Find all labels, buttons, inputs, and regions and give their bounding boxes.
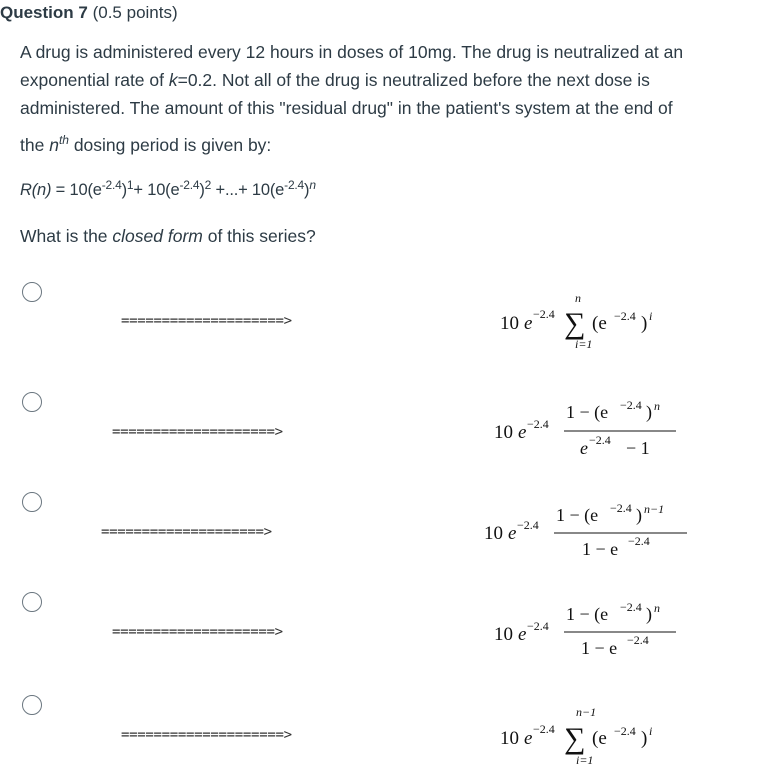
- question-header: [0, 3, 178, 23]
- svg-text:1 − (e: 1 − (e: [566, 604, 609, 624]
- svg-text:e: e: [518, 422, 527, 443]
- body-line-3: administered. The amount of this "residual drug" in the patient's system at the end of: [20, 98, 673, 118]
- svg-text:e: e: [580, 438, 588, 458]
- svg-text:−2.4: −2.4: [589, 433, 611, 447]
- option-3-radio[interactable]: [22, 492, 42, 512]
- svg-text:−2.4: −2.4: [628, 534, 650, 548]
- question-points: (0.5 points): [92, 3, 178, 22]
- body-line-2: exponential rate of k=0.2. Not all of the drug is neutralized before the next dose is: [20, 70, 650, 90]
- svg-text:−2.4: −2.4: [533, 307, 555, 321]
- option-1-radio[interactable]: [22, 282, 42, 302]
- option-5-formula: [500, 700, 700, 768]
- svg-text:1 − (e: 1 − (e: [556, 505, 599, 525]
- svg-text:1 − (e: 1 − (e: [566, 402, 609, 422]
- option-1-formula: [500, 288, 700, 352]
- sigma-icon: ∑: [564, 722, 586, 755]
- option-2-arrow: ====================>: [112, 424, 283, 440]
- svg-text:1 − e: 1 − e: [582, 539, 619, 559]
- svg-text:n: n: [575, 291, 581, 305]
- svg-text:i: i: [649, 309, 653, 323]
- option-5-radio[interactable]: [22, 695, 42, 715]
- svg-text:10: 10: [494, 422, 513, 443]
- svg-text:n−1: n−1: [644, 502, 665, 516]
- option-4-arrow: ====================>: [112, 624, 283, 640]
- svg-text:n−1: n−1: [576, 705, 597, 719]
- svg-text:): ): [636, 505, 642, 525]
- body-line-4: the $n^{th}$ dosing period is given by:: [20, 133, 272, 155]
- question-title: Question 7: [0, 3, 88, 22]
- svg-text:i=1: i=1: [576, 753, 594, 767]
- var-k: k: [168, 70, 178, 90]
- svg-text:(e: (e: [592, 728, 607, 749]
- question-body: [20, 38, 750, 159]
- svg-text:): ): [646, 402, 652, 422]
- svg-text:−2.4: −2.4: [527, 417, 549, 431]
- option-1-arrow: ====================>: [121, 313, 292, 329]
- series-formula: $R(n) = 10(e^{-2.4})^1+ 10(e^{-2.4})^2$ +...+ $10(e^{-2.4})^n$: [20, 178, 316, 199]
- svg-text:− 1: − 1: [626, 438, 650, 458]
- option-5-arrow: ====================>: [121, 727, 292, 743]
- svg-text:−2.4: −2.4: [527, 619, 549, 633]
- svg-text:10: 10: [500, 313, 519, 334]
- svg-text:−2.4: −2.4: [517, 518, 539, 532]
- svg-text:e: e: [524, 313, 533, 334]
- svg-text:10: 10: [500, 728, 519, 749]
- svg-text:1 − e: 1 − e: [581, 638, 618, 658]
- option-4-radio[interactable]: [22, 592, 42, 612]
- svg-text:−2.4: −2.4: [614, 724, 636, 738]
- svg-text:i: i: [649, 724, 653, 738]
- option-3-formula: [484, 499, 694, 565]
- svg-text:e: e: [518, 624, 527, 645]
- svg-text:−2.4: −2.4: [610, 501, 632, 515]
- sigma-icon: ∑: [564, 307, 586, 340]
- svg-text:−2.4: −2.4: [627, 633, 649, 647]
- svg-text:−2.4: −2.4: [614, 309, 636, 323]
- body-line-1: A drug is administered every 12 hours in doses of 10mg. The drug is neutralized at an: [20, 42, 684, 62]
- svg-text:n: n: [654, 601, 660, 615]
- svg-text:): ): [641, 313, 648, 334]
- svg-text:−2.4: −2.4: [620, 398, 642, 412]
- option-4-formula: [494, 598, 694, 664]
- option-3-arrow: ====================>: [101, 524, 272, 540]
- svg-text:): ): [646, 604, 652, 624]
- svg-text:e: e: [524, 728, 533, 749]
- svg-text:10: 10: [494, 624, 513, 645]
- svg-text:−2.4: −2.4: [533, 722, 555, 736]
- svg-text:): ): [641, 728, 648, 749]
- question-prompt: What is the closed form of this series?: [20, 226, 316, 246]
- svg-text:n: n: [654, 399, 660, 413]
- option-2-formula: [494, 398, 694, 464]
- svg-text:−2.4: −2.4: [620, 600, 642, 614]
- svg-text:e: e: [508, 523, 517, 544]
- svg-text:10: 10: [484, 523, 503, 544]
- svg-text:i=1: i=1: [575, 337, 593, 351]
- svg-text:(e: (e: [592, 313, 607, 334]
- option-2-radio[interactable]: [22, 392, 42, 412]
